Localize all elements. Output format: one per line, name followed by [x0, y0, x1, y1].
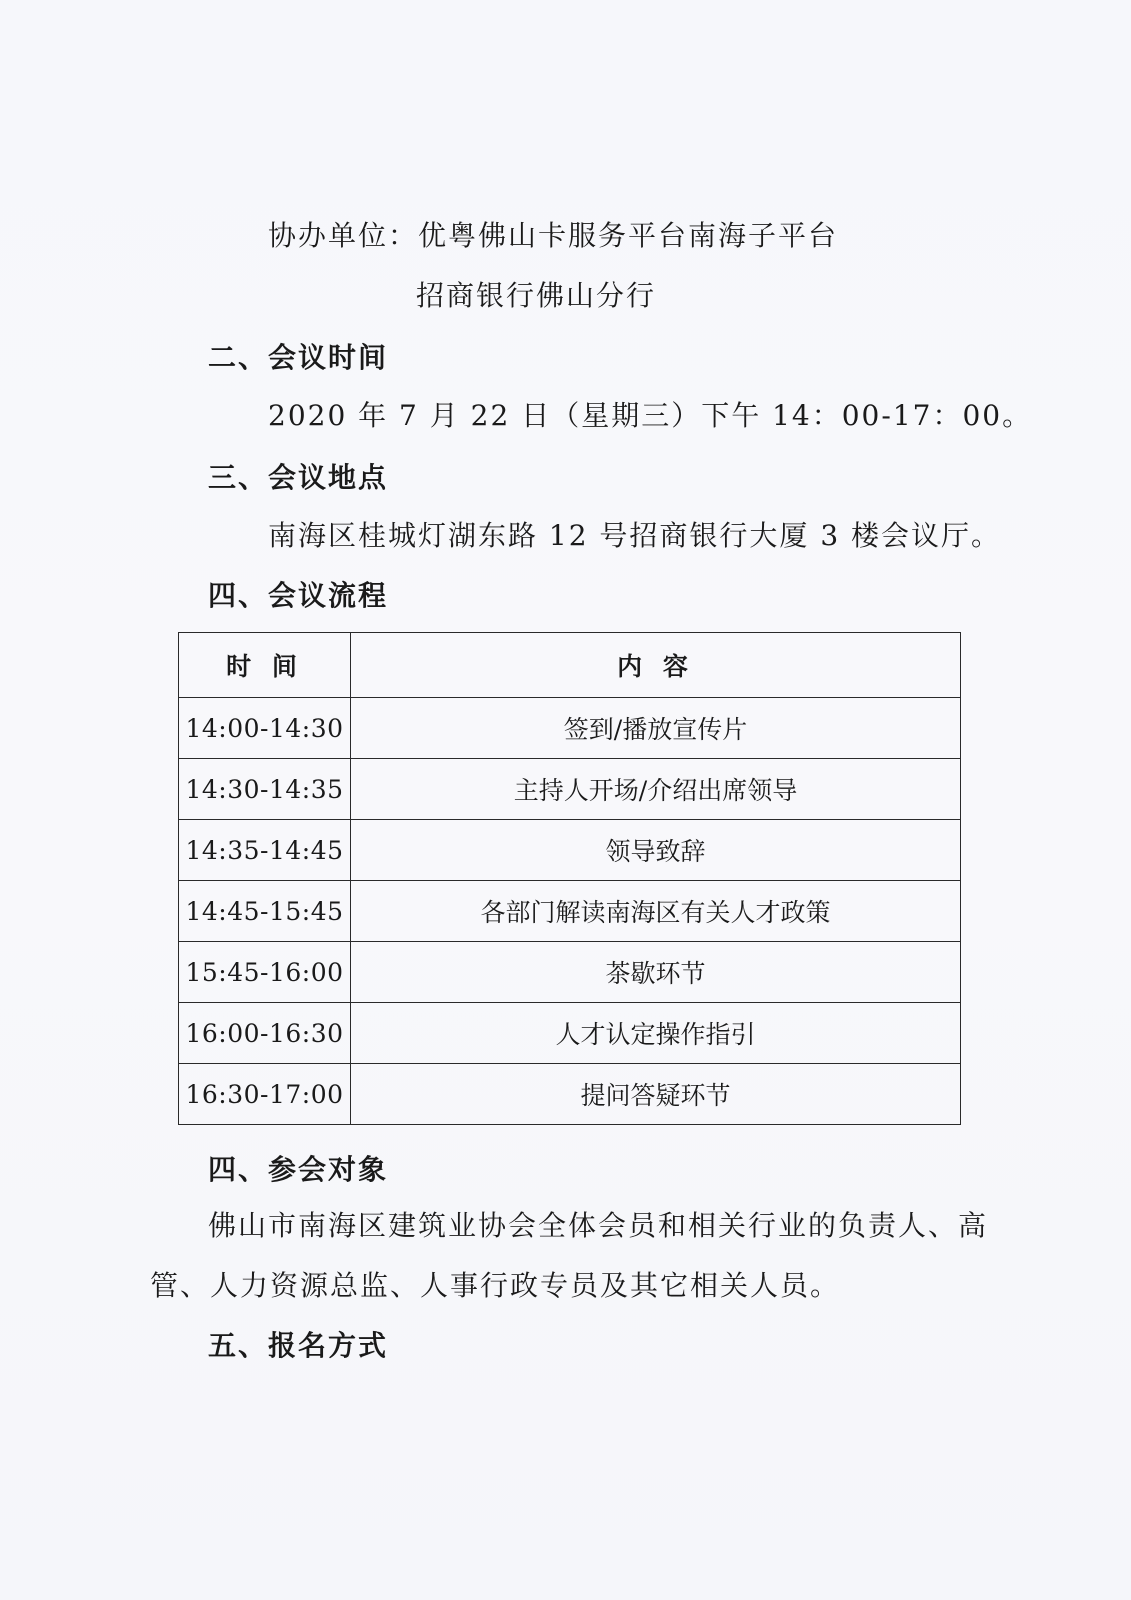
agenda-content-cell: 签到/播放宣传片	[351, 698, 961, 759]
agenda-content-cell: 茶歇环节	[351, 942, 961, 1003]
agenda-time-cell: 15:45-16:00	[179, 942, 351, 1003]
agenda-row	[179, 759, 961, 820]
section-heading-registration: 五、报名方式	[208, 1329, 389, 1362]
agenda-content-cell: 人才认定操作指引	[351, 1003, 961, 1064]
co-organizer-line: 协办单位：优粤佛山卡服务平台南海子平台	[268, 219, 839, 252]
meeting-location-text: 南海区桂城灯湖东路 12 号招商银行大厦 3 楼会议厅。	[268, 519, 1002, 552]
agenda-row	[179, 1003, 961, 1064]
attendees-text-line2: 管、人力资源总监、人事行政专员及其它相关人员。	[150, 1269, 841, 1302]
agenda-row	[179, 698, 961, 759]
agenda-content-cell: 领导致辞	[351, 820, 961, 881]
section-heading-agenda: 四、会议流程	[208, 579, 389, 612]
agenda-content-cell: 各部门解读南海区有关人才政策	[351, 881, 961, 942]
agenda-time-cell: 14:35-14:45	[179, 820, 351, 881]
agenda-header-time: 时 间	[179, 633, 351, 698]
co-organizer-second-line: 招商银行佛山分行	[416, 279, 657, 312]
section-heading-time: 二、会议时间	[208, 341, 389, 374]
agenda-table	[178, 632, 961, 1125]
agenda-row	[179, 1064, 961, 1125]
agenda-time-cell: 14:45-15:45	[179, 881, 351, 942]
attendees-text-line1: 佛山市南海区建筑业协会全体会员和相关行业的负责人、高	[208, 1209, 989, 1242]
section-heading-location: 三、会议地点	[208, 461, 389, 494]
section-heading-attendees: 四、参会对象	[208, 1153, 389, 1186]
agenda-row	[179, 820, 961, 881]
agenda-content-cell: 主持人开场/介绍出席领导	[351, 759, 961, 820]
agenda-content-cell: 提问答疑环节	[351, 1064, 961, 1125]
agenda-header-content: 内 容	[351, 633, 961, 698]
meeting-time-text: 2020 年 7 月 22 日（星期三）下午 14：00-17：00。	[268, 399, 1033, 432]
agenda-time-cell: 14:00-14:30	[179, 698, 351, 759]
agenda-row	[179, 942, 961, 1003]
agenda-time-cell: 14:30-14:35	[179, 759, 351, 820]
agenda-header-row	[179, 633, 961, 698]
agenda-row	[179, 881, 961, 942]
agenda-time-cell: 16:00-16:30	[179, 1003, 351, 1064]
agenda-time-cell: 16:30-17:00	[179, 1064, 351, 1125]
